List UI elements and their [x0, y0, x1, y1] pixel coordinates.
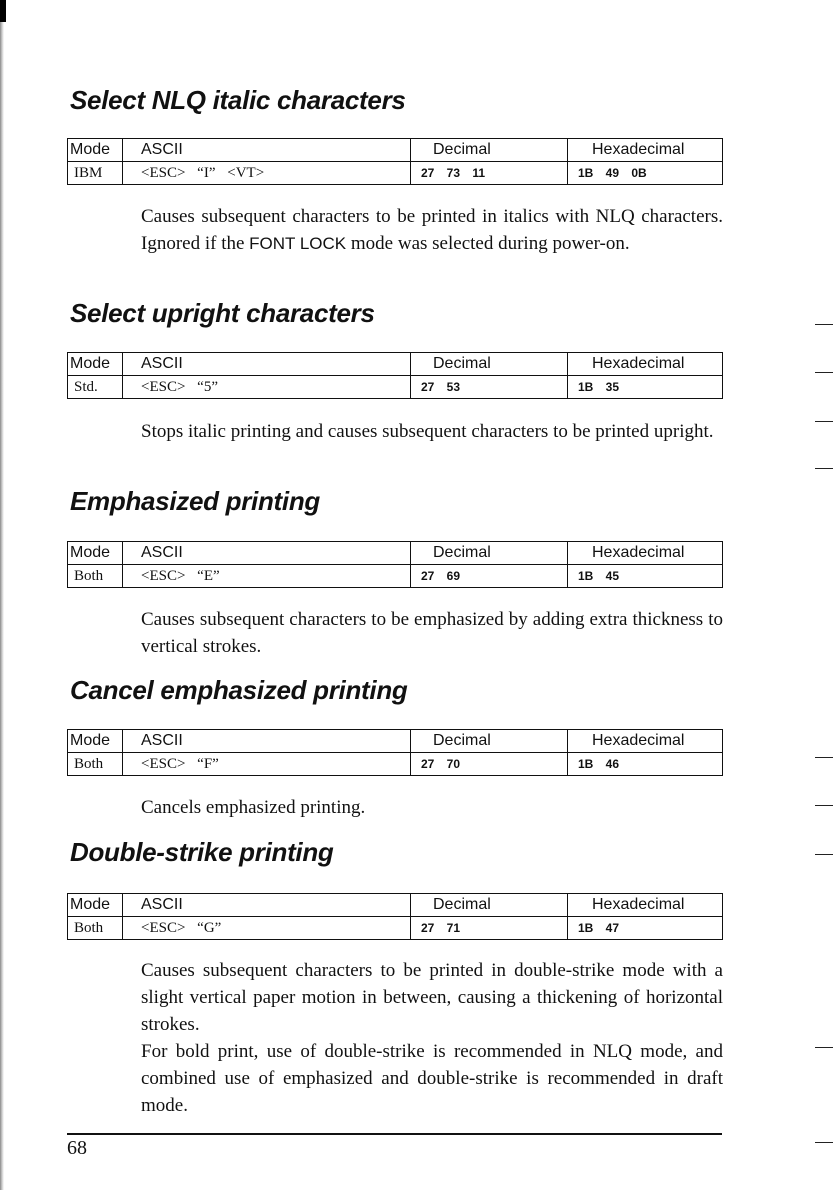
ascii-header: ASCII	[123, 730, 411, 753]
table-row	[68, 917, 723, 940]
command-table	[67, 541, 723, 588]
margin-mark	[815, 324, 833, 325]
margin-mark	[815, 468, 833, 469]
scan-edge	[0, 0, 4, 1190]
font-lock-keyword: FONT LOCK	[249, 234, 347, 253]
ascii-header: ASCII	[123, 542, 411, 565]
margin-mark	[815, 1142, 833, 1143]
table-row	[68, 376, 723, 399]
ascii-value: <ESC> “F”	[123, 753, 411, 776]
mode-value: Both	[68, 917, 123, 940]
decimal-value: 27 71	[411, 917, 568, 940]
description-text: Causes subsequent characters to be printed in italics with NLQ characters. Ignored if the	[141, 206, 723, 254]
decimal-header: Decimal	[411, 139, 568, 162]
hex-value: 1B 46	[568, 753, 723, 776]
command-table	[67, 893, 723, 940]
table-header-row	[68, 542, 723, 565]
margin-mark	[815, 372, 833, 373]
decimal-header: Decimal	[411, 542, 568, 565]
mode-value: Both	[68, 753, 123, 776]
command-table	[67, 138, 723, 185]
mode-value: Std.	[68, 376, 123, 399]
ascii-value: <ESC> “I” <VT>	[123, 162, 411, 185]
decimal-value: 27 70	[411, 753, 568, 776]
ascii-value: <ESC> “5”	[123, 376, 411, 399]
ascii-header: ASCII	[123, 353, 411, 376]
description-text: mode was selected during power-on.	[346, 233, 630, 254]
table-header-row	[68, 353, 723, 376]
page-number: 68	[67, 1137, 87, 1159]
mode-header: Mode	[68, 730, 123, 753]
section-title: Select upright characters	[70, 298, 375, 328]
decimal-value: 27 73 11	[411, 162, 568, 185]
table-header-row	[68, 894, 723, 917]
decimal-header: Decimal	[411, 730, 568, 753]
margin-mark	[815, 1047, 833, 1048]
table-row	[68, 565, 723, 588]
ascii-header: ASCII	[123, 139, 411, 162]
hexadecimal-header: Hexadecimal	[568, 139, 723, 162]
section-title: Select NLQ italic characters	[70, 85, 406, 115]
footer-rule	[67, 1133, 722, 1135]
command-table	[67, 729, 723, 776]
section-description: Cancels emphasized printing.	[141, 797, 366, 818]
mode-header: Mode	[68, 139, 123, 162]
hex-value: 1B 45	[568, 565, 723, 588]
decimal-header: Decimal	[411, 353, 568, 376]
hexadecimal-header: Hexadecimal	[568, 542, 723, 565]
margin-mark	[815, 805, 833, 806]
mode-header: Mode	[68, 353, 123, 376]
margin-mark	[815, 421, 833, 422]
command-table	[67, 352, 723, 399]
hex-value: 1B 47	[568, 917, 723, 940]
section-title: Emphasized printing	[70, 486, 320, 516]
decimal-header: Decimal	[411, 894, 568, 917]
section-description: Causes subsequent characters to be printed in double-strike mode with a slight vertical paper motion in between, causing a thickening of horizontal strokes.	[141, 960, 723, 1035]
decimal-value: 27 53	[411, 376, 568, 399]
hex-value: 1B 35	[568, 376, 723, 399]
section-description: Stops italic printing and causes subsequent characters to be printed upright.	[141, 421, 714, 442]
mode-header: Mode	[68, 894, 123, 917]
table-row	[68, 753, 723, 776]
margin-mark	[815, 757, 833, 758]
section-title: Cancel emphasized printing	[70, 675, 408, 705]
ascii-value: <ESC> “G”	[123, 917, 411, 940]
mode-value: IBM	[68, 162, 123, 185]
hexadecimal-header: Hexadecimal	[568, 353, 723, 376]
ascii-value: <ESC> “E”	[123, 565, 411, 588]
table-header-row	[68, 730, 723, 753]
section-description: Causes subsequent characters to be emphasized by adding extra thickness to vertical strokes.	[141, 609, 723, 657]
section-title: Double-strike printing	[70, 837, 334, 867]
table-header-row	[68, 139, 723, 162]
ascii-header: ASCII	[123, 894, 411, 917]
decimal-value: 27 69	[411, 565, 568, 588]
margin-mark	[815, 854, 833, 855]
mode-header: Mode	[68, 542, 123, 565]
section-description	[141, 203, 723, 257]
hexadecimal-header: Hexadecimal	[568, 730, 723, 753]
mode-value: Both	[68, 565, 123, 588]
section-description-note: For bold print, use of double-strike is recommended in NLQ mode, and combined use of emphasized and double-strike is recommended in draft mode.	[141, 1041, 723, 1116]
table-row	[68, 162, 723, 185]
scan-edge-mark	[0, 0, 6, 22]
hex-value: 1B 49 0B	[568, 162, 723, 185]
hexadecimal-header: Hexadecimal	[568, 894, 723, 917]
